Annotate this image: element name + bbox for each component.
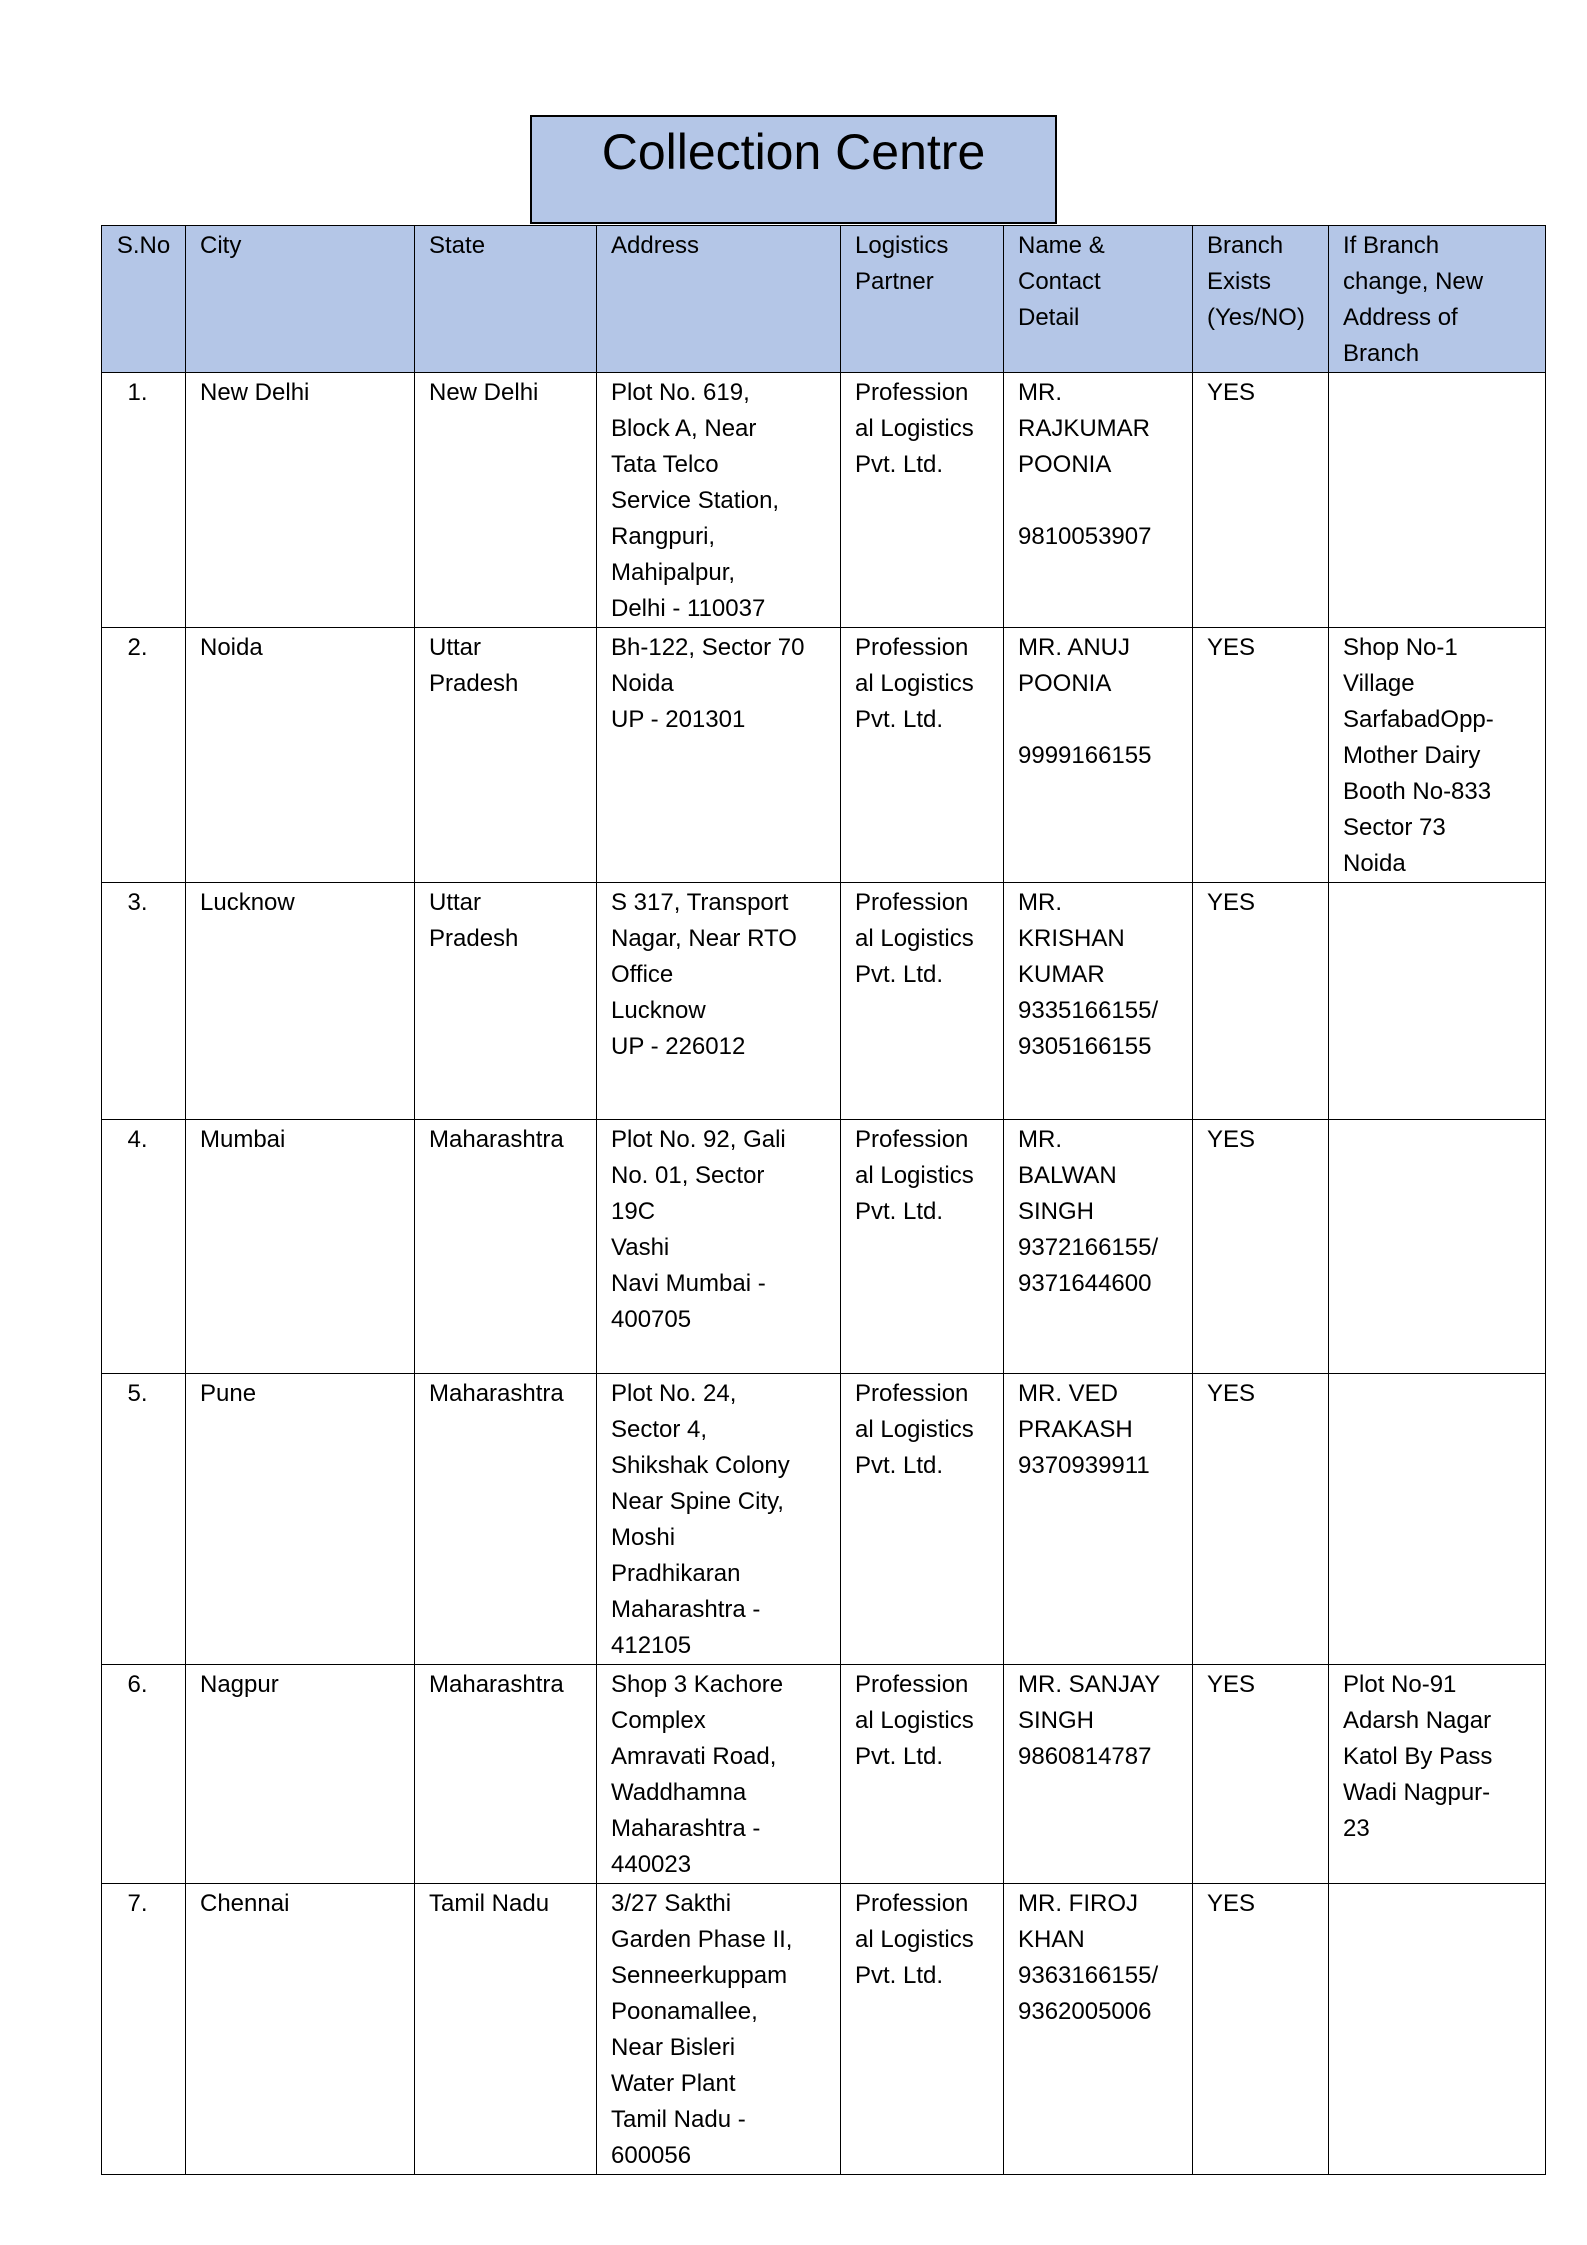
table-row [102, 1665, 1546, 1884]
cell-city: Lucknow [186, 883, 415, 1120]
table-row [102, 628, 1546, 883]
cell-state: New Delhi [415, 373, 597, 628]
header-state: State [415, 226, 597, 373]
cell-branch-exists: YES [1193, 1120, 1329, 1374]
cell-city: Pune [186, 1374, 415, 1665]
cell-state: Maharashtra [415, 1374, 597, 1665]
cell-state: Maharashtra [415, 1120, 597, 1374]
title-box [530, 115, 1057, 224]
cell-new-address [1329, 883, 1546, 1120]
cell-address: Shop 3 Kachore Complex Amravati Road, Waddhamna Maharashtra - 440023 [597, 1665, 841, 1884]
cell-sno: 3. [102, 883, 186, 1120]
cell-state: Tamil Nadu [415, 1884, 597, 2175]
cell-contact-detail: MR. FIROJ KHAN 9363166155/ 9362005006 [1004, 1884, 1193, 2175]
cell-state: Uttar Pradesh [415, 883, 597, 1120]
page-title: Collection Centre [601, 124, 986, 180]
cell-branch-exists: YES [1193, 1665, 1329, 1884]
collection-centre-table [101, 225, 1546, 2175]
cell-sno: 1. [102, 373, 186, 628]
cell-address: Plot No. 92, Gali No. 01, Sector 19C Vashi Navi Mumbai - 400705 [597, 1120, 841, 1374]
table-row [102, 883, 1546, 1120]
cell-state: Uttar Pradesh [415, 628, 597, 883]
header-address: Address [597, 226, 841, 373]
cell-branch-exists: YES [1193, 1374, 1329, 1665]
header-city: City [186, 226, 415, 373]
cell-logistics-partner: Profession al Logistics Pvt. Ltd. [841, 1120, 1004, 1374]
cell-logistics-partner: Profession al Logistics Pvt. Ltd. [841, 1374, 1004, 1665]
cell-address: S 317, Transport Nagar, Near RTO Office Lucknow UP - 226012 [597, 883, 841, 1120]
cell-logistics-partner: Profession al Logistics Pvt. Ltd. [841, 883, 1004, 1120]
cell-new-address [1329, 373, 1546, 628]
cell-city: Noida [186, 628, 415, 883]
header-row [102, 226, 1546, 373]
cell-logistics-partner: Profession al Logistics Pvt. Ltd. [841, 628, 1004, 883]
cell-new-address [1329, 1120, 1546, 1374]
cell-new-address [1329, 1374, 1546, 1665]
cell-new-address: Shop No-1 Village SarfabadOpp- Mother Dairy Booth No-833 Sector 73 Noida [1329, 628, 1546, 883]
cell-sno: 2. [102, 628, 186, 883]
cell-contact-detail: MR. RAJKUMAR POONIA 9810053907 [1004, 373, 1193, 628]
table-row [102, 373, 1546, 628]
cell-city: New Delhi [186, 373, 415, 628]
table-row [102, 1120, 1546, 1374]
cell-contact-detail: MR. KRISHAN KUMAR 9335166155/ 9305166155 [1004, 883, 1193, 1120]
cell-address: Plot No. 24, Sector 4, Shikshak Colony Near Spine City, Moshi Pradhikaran Maharashtra - 412105 [597, 1374, 841, 1665]
cell-city: Mumbai [186, 1120, 415, 1374]
cell-logistics-partner: Profession al Logistics Pvt. Ltd. [841, 1665, 1004, 1884]
cell-branch-exists: YES [1193, 1884, 1329, 2175]
cell-branch-exists: YES [1193, 628, 1329, 883]
cell-contact-detail: MR. VED PRAKASH 9370939911 [1004, 1374, 1193, 1665]
cell-branch-exists: YES [1193, 373, 1329, 628]
cell-sno: 5. [102, 1374, 186, 1665]
cell-logistics-partner: Profession al Logistics Pvt. Ltd. [841, 1884, 1004, 2175]
header-new-address: If Branch change, New Address of Branch [1329, 226, 1546, 373]
cell-sno: 4. [102, 1120, 186, 1374]
cell-sno: 7. [102, 1884, 186, 2175]
table-row [102, 1884, 1546, 2175]
cell-contact-detail: MR. SANJAY SINGH 9860814787 [1004, 1665, 1193, 1884]
cell-address: Plot No. 619, Block A, Near Tata Telco Service Station, Rangpuri, Mahipalpur, Delhi - 110037 [597, 373, 841, 628]
cell-new-address [1329, 1884, 1546, 2175]
header-branch-exists: Branch Exists (Yes/NO) [1193, 226, 1329, 373]
cell-logistics-partner: Profession al Logistics Pvt. Ltd. [841, 373, 1004, 628]
cell-branch-exists: YES [1193, 883, 1329, 1120]
cell-contact-detail: MR. BALWAN SINGH 9372166155/ 9371644600 [1004, 1120, 1193, 1374]
header-logistics-partner: Logistics Partner [841, 226, 1004, 373]
cell-address: Bh-122, Sector 70 Noida UP - 201301 [597, 628, 841, 883]
header-sno: S.No [102, 226, 186, 373]
cell-city: Nagpur [186, 1665, 415, 1884]
table-row [102, 1374, 1546, 1665]
cell-state: Maharashtra [415, 1665, 597, 1884]
cell-new-address: Plot No-91 Adarsh Nagar Katol By Pass Wadi Nagpur- 23 [1329, 1665, 1546, 1884]
header-contact-detail: Name & Contact Detail [1004, 226, 1193, 373]
cell-city: Chennai [186, 1884, 415, 2175]
cell-sno: 6. [102, 1665, 186, 1884]
cell-address: 3/27 Sakthi Garden Phase II, Senneerkuppam Poonamallee, Near Bisleri Water Plant Tamil Nadu - 600056 [597, 1884, 841, 2175]
cell-contact-detail: MR. ANUJ POONIA 9999166155 [1004, 628, 1193, 883]
